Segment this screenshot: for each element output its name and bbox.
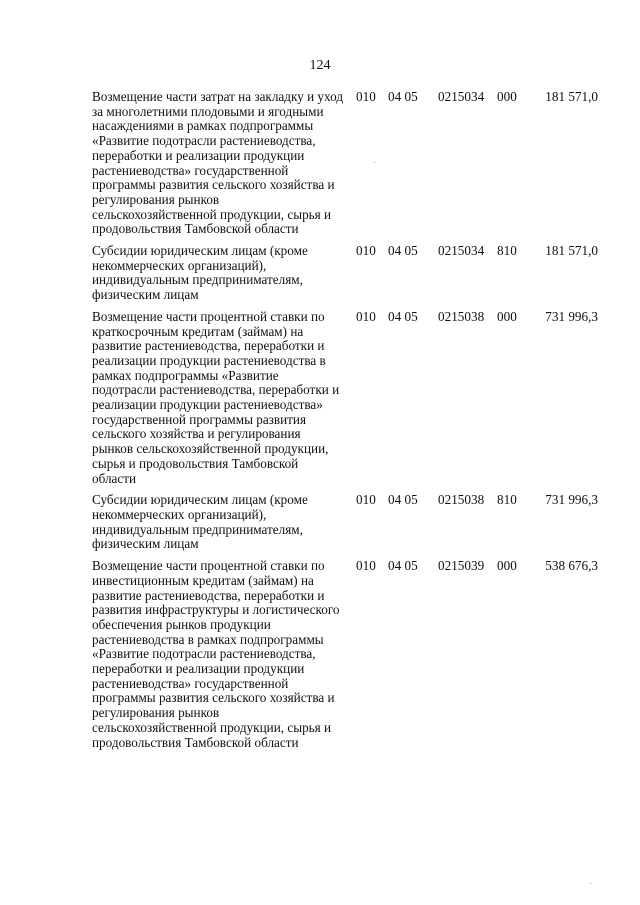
table-row (92, 559, 612, 750)
ministry-code: 010 (356, 308, 376, 324)
row-name: Возмещение части затрат на закладку и уход за многолетними плодовыми и ягодными насаждениями в рамках подпрограммы «Развитие подотрасли растениеводства, переработки и реализации продукции растениеводства» государственной программы развития сельского хозяйства и регулирования рынков сельскохозяйственной продукции, сырья и продовольствия Тамбовской области (92, 89, 344, 237)
amount: 181 571,0 (545, 243, 598, 259)
section-code: 04 05 (388, 492, 418, 508)
scan-speck (590, 883, 591, 884)
expense-kind-code: 000 (497, 558, 517, 574)
expense-kind-code: 000 (497, 89, 517, 104)
row-name: Субсидии юридическим лицам (кроме некоммерческих организаций), индивидуальным предпринимателям, физическим лицам (92, 243, 308, 303)
amount: 731 996,3 (545, 308, 598, 324)
row-name: Субсидии юридическим лицам (кроме некоммерческих организаций), индивидуальным предпринимателям, физическим лицам (92, 492, 308, 552)
table-row (92, 244, 612, 303)
table-row (92, 493, 612, 552)
ministry-code: 010 (356, 89, 376, 104)
expense-kind-code: 810 (497, 243, 517, 259)
section-code: 04 05 (388, 308, 418, 324)
section-code: 04 05 (388, 558, 418, 574)
table-row (92, 310, 612, 486)
row-name: Возмещение части процентной ставки по краткосрочным кредитам (займам) на развитие растениеводства, переработки и реализации продукции растениеводства в рамках подпрограммы «Развитие подотрасли растениеводства, переработки и реализации продукции растениеводства» государственной программы развития сельского хозяйства и регулирования рынков сельскохозяйственной продукции, сырья и продовольствия Тамбовской области (92, 308, 340, 486)
amount: 181 571,0 (545, 89, 598, 104)
ministry-code: 010 (356, 243, 376, 259)
section-code: 04 05 (388, 243, 418, 259)
amount: 731 996,3 (545, 492, 598, 508)
expense-kind-code: 000 (497, 308, 517, 324)
expense-kind-code: 810 (497, 492, 517, 508)
page-number: 124 (309, 58, 331, 73)
ministry-code: 010 (356, 558, 376, 574)
target-article-code: 0215038 (438, 308, 485, 324)
table-row (92, 90, 612, 237)
target-article-code: 0215034 (438, 89, 485, 104)
ministry-code: 010 (356, 492, 376, 508)
target-article-code: 0215034 (438, 243, 485, 259)
budget-table (92, 90, 612, 757)
row-name: Возмещение части процентной ставки по инвестиционным кредитам (займам) на развитие растениеводства, переработки и развития инфраструктуры и логистического обеспечения рынков продукции растениеводства в рамках подпрограммы «Развитие подотрасли растениеводства, переработки и реализации продукции растениеводства» государственной программы развития сельского хозяйства и регулирования рынков сельскохозяйственной продукции, сырья и продовольствия Тамбовской области (92, 558, 340, 750)
target-article-code: 0215039 (438, 558, 485, 574)
target-article-code: 0215038 (438, 492, 485, 508)
section-code: 04 05 (388, 89, 418, 104)
amount: 538 676,3 (545, 558, 598, 574)
scan-speck (374, 162, 375, 163)
